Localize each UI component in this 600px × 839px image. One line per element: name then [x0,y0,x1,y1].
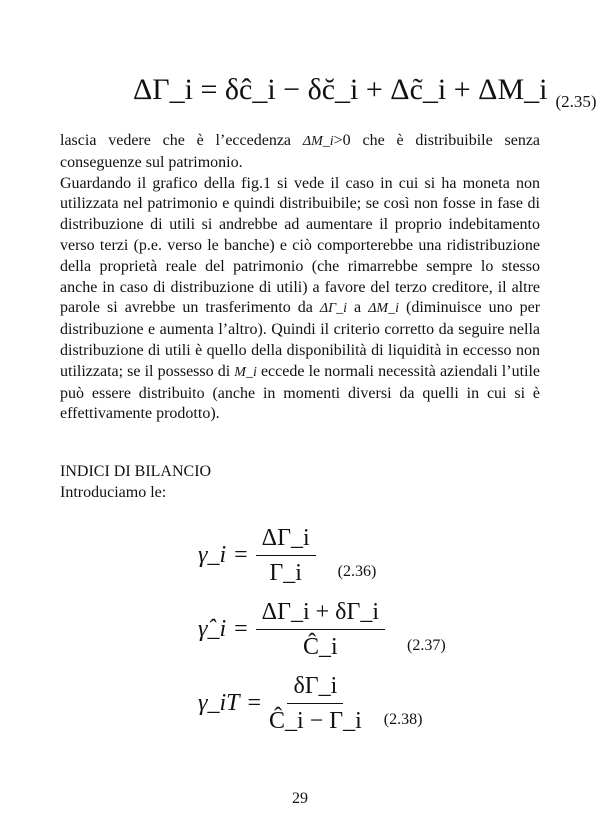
fraction [269,672,362,735]
equation-number: (2.36) [337,563,377,580]
text-span: >0 che è distribuibile senza conseguenze sul patrimonio. [60,132,541,171]
section-heading: INDICI DI BILANCIO [60,463,212,480]
section [60,462,211,504]
paragraph [60,174,540,426]
equation-2-35-expression: ΔΓ_i = δĉ_i − δc̆_i + Δc̃_i + ΔM_i [133,73,548,106]
text-span: Guardando il grafico della fig.1 si vede il caso in cui si ha moneta non utilizzata nel patrimonio e quindi distribuibile; se così non fosse in fase di distribuzione di utili si andrebbe ad aumentare il proprio indebitamento verso terzi (p.e. verso le banche) e ciò comporterebbe una ridistribuzione della proprietà reale del patrimonio (che rimarrebbe sempre lo stesso anche in caso di distribuzione di utili) a favore del terzo creditore, il altre parole si avrebbe un trasferimento da [60,174,540,317]
fraction [256,524,316,587]
inline-math-delta-m: ΔM_i [368,301,399,317]
inline-math-delta-m: ΔM_i [302,134,334,149]
equals-sign: = [234,542,248,568]
equation-2-37 [198,598,446,661]
equation-lhs: γ̂_i [198,616,227,642]
denominator: Ĉ_i − Γ_i [269,708,362,734]
equation-number: (2.38) [383,711,423,728]
text-span: (diminuisce uno per distribuzione e aumenta l’altro). Quindi il criterio corretto da seguire nella distribuzione di utili è quello della disponibilità di liquidità in eccesso non utilizzata; se il possesso di [60,299,541,380]
text-span: eccede le normali necessità aziendali l’utile può essere distribuito (anche in momenti diversi da quelli in cui si è effettivamente prodotto). [60,362,541,423]
section-intro: Introduciamo le: [60,483,167,501]
equation-2-35 [133,70,597,122]
equals-sign: = [234,616,248,642]
denominator: Ĉ_i [303,634,338,660]
fraction [256,598,385,661]
equation-2-36 [198,524,376,587]
inline-math-delta-gamma: ΔΓ_i [319,301,347,317]
equation-lhs: γ_iT [198,690,240,716]
denominator: Γ_i [269,560,302,586]
text-span: a [354,299,362,317]
equation-lhs: γ_i [198,542,227,568]
numerator: δΓ_i [287,672,343,704]
body-text [60,131,540,425]
equation-2-38 [198,672,422,735]
inline-math-m: M_i [234,364,257,380]
text-span: lascia vedere che è l’eccedenza [60,132,292,149]
equation-number: (2.37) [407,637,446,654]
equals-sign: = [247,690,262,716]
equation-number: (2.35) [555,92,597,111]
numerator: ΔΓ_i [256,524,316,556]
paragraph [60,131,540,174]
numerator: ΔΓ_i + δΓ_i [256,598,385,630]
page-number: 29 [292,790,308,807]
